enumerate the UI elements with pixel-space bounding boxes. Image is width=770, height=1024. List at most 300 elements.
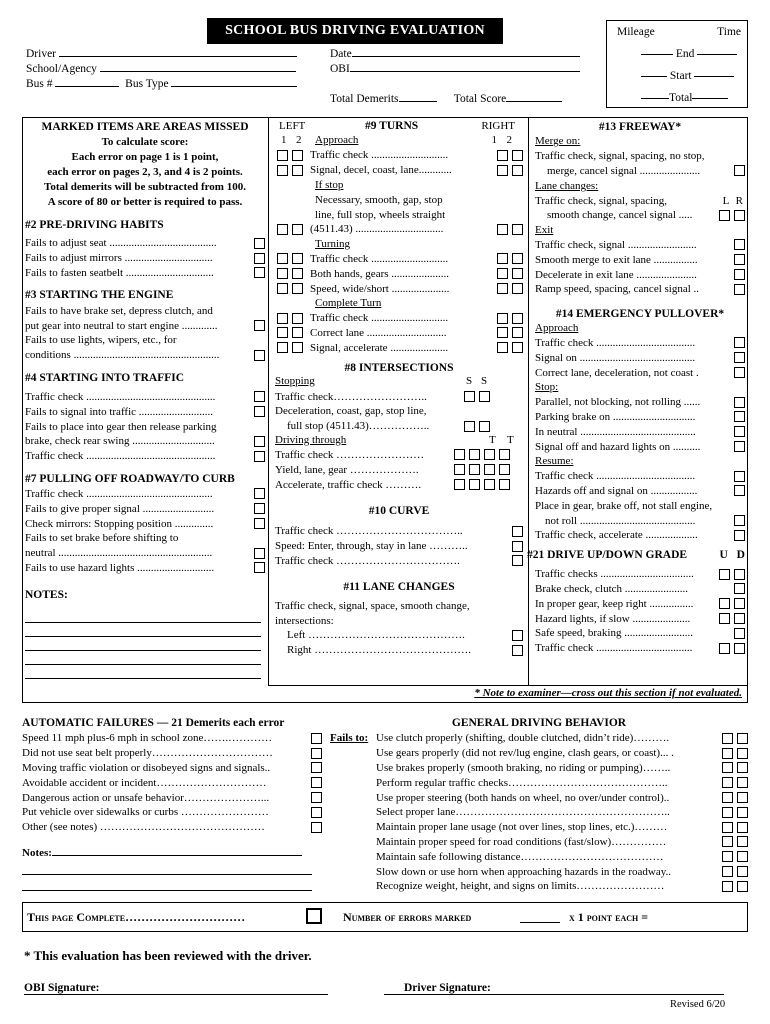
checkbox[interactable]: [722, 822, 733, 833]
bus-field[interactable]: [55, 86, 119, 87]
checkbox[interactable]: [512, 224, 523, 235]
intersection-row: Traffic check……………………..: [275, 389, 523, 404]
right-1-label: 1: [491, 134, 497, 146]
s-label: S: [466, 375, 473, 388]
updown-row: Traffic checks ..................................: [535, 567, 745, 582]
checkbox[interactable]: [734, 337, 745, 348]
end-time-field[interactable]: [697, 54, 737, 55]
checkbox[interactable]: [734, 515, 745, 526]
notes-line[interactable]: [25, 637, 261, 651]
driver-label: Driver: [26, 48, 57, 60]
auto-fail-item: Did not use seat belt properly……………………………: [22, 746, 322, 761]
checkbox[interactable]: [734, 598, 745, 609]
emergency-row: Hazards off and signal on .................: [535, 484, 745, 499]
checkbox[interactable]: [497, 150, 508, 161]
checkbox[interactable]: [497, 313, 508, 324]
checkbox[interactable]: [722, 748, 733, 759]
emergency-row: Traffic check ....................................: [535, 336, 745, 351]
checkbox[interactable]: [722, 851, 733, 862]
pulling-off-item: Fails to use hazard lights ............................: [25, 561, 265, 576]
starting-heading: #3 STARTING THE ENGINE: [25, 289, 174, 302]
checkbox[interactable]: [722, 733, 733, 744]
checkbox[interactable]: [254, 238, 265, 249]
checkbox[interactable]: [254, 451, 265, 462]
checkbox[interactable]: [254, 562, 265, 573]
checkbox[interactable]: [719, 643, 730, 654]
total-time-field[interactable]: [692, 98, 728, 99]
checkbox[interactable]: [512, 526, 523, 537]
checkbox[interactable]: [277, 253, 288, 264]
notes-label: Notes:: [22, 846, 52, 859]
into-traffic-item: Fails to place into gear then release parking: [25, 420, 217, 433]
checkbox[interactable]: [734, 441, 745, 452]
turn-row: Signal, decel, coast, lane............: [275, 163, 523, 178]
checkbox[interactable]: [277, 283, 288, 294]
freeway-heading: #13 FREEWAY*: [598, 121, 682, 133]
into-traffic-item: Traffic check ...............................................: [25, 390, 265, 405]
emergency-heading: #14 EMERGENCY PULLOVER*: [555, 307, 725, 320]
checkbox[interactable]: [292, 268, 303, 279]
general-section: [330, 716, 748, 894]
checkbox[interactable]: [311, 822, 322, 833]
lane-changes-label: Lane changes:: [535, 179, 599, 192]
emergency-row: [535, 321, 745, 336]
checkbox[interactable]: [277, 224, 288, 235]
mileage-box: [606, 20, 748, 108]
checkbox[interactable]: [512, 541, 523, 552]
checkbox[interactable]: [254, 253, 265, 264]
emergency-row: Parking brake on ..............................: [535, 410, 745, 425]
page-complete-checkbox[interactable]: [306, 908, 322, 924]
total-score-label: Total Score: [453, 93, 507, 105]
auto-fail-item: Avoidable accident or incident…………………………: [22, 775, 322, 790]
auto-fail-item: Other (see notes) ………………………………………: [22, 820, 322, 835]
checkbox[interactable]: [497, 268, 508, 279]
checkbox[interactable]: [512, 313, 523, 324]
emergency-row: [535, 380, 745, 395]
into-traffic-item: Fails to signal into traffic ...........................: [25, 404, 265, 419]
checkbox[interactable]: [737, 881, 748, 892]
general-item: Fails to: Use clutch properly (shifting, double clutched, didn’t ride)……….: [330, 731, 748, 746]
general-item: Maintain proper speed for road conditions (fast/slow)……………: [330, 835, 748, 850]
checkbox[interactable]: [254, 350, 265, 361]
intersections-heading: #8 INTERSECTIONS: [344, 362, 454, 375]
checkbox[interactable]: [734, 411, 745, 422]
checkbox[interactable]: [734, 239, 745, 250]
checkbox[interactable]: [292, 253, 303, 264]
obi-signature-label: OBI Signature:: [24, 982, 100, 994]
notes-line[interactable]: [22, 859, 312, 875]
checkbox[interactable]: [292, 327, 303, 338]
checkbox[interactable]: [254, 548, 265, 559]
checkbox[interactable]: [737, 851, 748, 862]
turn-row: line, full stop, wheels straight: [315, 208, 446, 221]
checkbox[interactable]: [512, 342, 523, 353]
calc-line-4: Total demerits will be subtracted from 100.: [44, 181, 246, 193]
calc-line-2: Each error on page 1 is 1 point,: [71, 151, 219, 163]
x1-label: x 1 point each =: [569, 910, 649, 924]
checkbox[interactable]: [497, 253, 508, 264]
checkbox[interactable]: [254, 436, 265, 447]
left-1-label: 1: [281, 134, 287, 146]
checkbox[interactable]: [722, 777, 733, 788]
checkbox[interactable]: [737, 822, 748, 833]
errors-marked-label: Number of errors marked: [343, 910, 472, 924]
freeway-row: Decelerate in exit lane ......................: [535, 267, 745, 282]
general-item: Recognize weight, height, and signs on limits……………………: [330, 879, 748, 894]
freeway-row: Traffic check, signal, spacing, no stop,: [535, 150, 705, 163]
notes-line[interactable]: [25, 665, 261, 679]
auto-fail-section: [22, 716, 322, 891]
reviewed-note: * This evaluation has been reviewed with the driver.: [24, 948, 312, 963]
auto-fail-item: Moving traffic violation or disobeyed signs and signals..: [22, 761, 322, 776]
checkbox[interactable]: [734, 643, 745, 654]
turn-row: Traffic check ............................: [275, 148, 523, 163]
pulling-off-heading: #7 PULLING OFF ROADWAY/TO CURB: [25, 472, 235, 485]
lane-changes-row: Traffic check, signal, space, smooth change,: [275, 599, 470, 612]
pre-driving-item: Fails to adjust seat .......................................: [25, 236, 265, 251]
checkbox[interactable]: [479, 391, 490, 402]
school-field[interactable]: [100, 71, 296, 72]
checkbox[interactable]: [512, 645, 523, 656]
checkbox[interactable]: [311, 792, 322, 803]
emergency-row: Traffic check ....................................: [535, 469, 745, 484]
exit-label: Exit: [535, 224, 554, 237]
checkbox[interactable]: [722, 792, 733, 803]
turn-row: [275, 237, 523, 252]
checkbox[interactable]: [292, 150, 303, 161]
totals-row: [330, 93, 562, 105]
lane-changes-row: Left …………………………………….: [275, 628, 523, 643]
checkbox[interactable]: [722, 836, 733, 847]
emergency-row: not roll ..........................................: [535, 513, 745, 528]
calc-line-3: each error on pages 2, 3, and 4 is 2 points.: [47, 166, 243, 178]
lane-changes-heading: #11 LANE CHANGES: [343, 581, 455, 594]
checkbox[interactable]: [311, 733, 322, 744]
checkbox[interactable]: [254, 503, 265, 514]
checkbox[interactable]: [454, 479, 465, 490]
emergency-row: In neutral ..........................................: [535, 424, 745, 439]
general-item: Maintain proper lane usage (not over lines, stop lines, etc.)………: [330, 820, 748, 835]
s-label: S: [481, 375, 488, 388]
turn-row: [275, 296, 523, 311]
general-item: Perform regular traffic checks……………………………………..: [330, 775, 748, 790]
checkbox[interactable]: [292, 342, 303, 353]
checkbox[interactable]: [499, 479, 510, 490]
ud-label: U D: [719, 548, 745, 561]
turn-row: Signal, accelerate .....................: [275, 340, 523, 355]
freeway-row: [535, 134, 745, 149]
checkbox[interactable]: [484, 449, 495, 460]
checkbox[interactable]: [737, 777, 748, 788]
checkbox[interactable]: [311, 748, 322, 759]
checkbox[interactable]: [719, 569, 730, 580]
checkbox[interactable]: [254, 267, 265, 278]
bus-type-field[interactable]: [171, 86, 297, 87]
checkbox[interactable]: [512, 630, 523, 641]
left-label: LEFT: [279, 120, 306, 132]
checkbox[interactable]: [734, 352, 745, 363]
checkbox[interactable]: [734, 397, 745, 408]
checkbox[interactable]: [292, 313, 303, 324]
checkbox[interactable]: [277, 342, 288, 353]
checkbox[interactable]: [734, 628, 745, 639]
general-item: Maintain safe following distance…………………………………: [330, 849, 748, 864]
into-traffic-heading: #4 STARTING INTO TRAFFIC: [25, 371, 185, 384]
freeway-row: [535, 178, 745, 193]
checkbox[interactable]: [722, 762, 733, 773]
start-label: Start: [669, 70, 692, 82]
resume-label: Resume:: [535, 455, 574, 468]
checkbox[interactable]: [734, 284, 745, 295]
time-label: Time: [717, 26, 741, 38]
notes-line[interactable]: [22, 875, 312, 891]
intersection-row: full stop (4511.43)……………..: [275, 419, 523, 434]
total-score-field[interactable]: [506, 101, 562, 102]
end-label: End: [675, 48, 695, 60]
emergency-row: [535, 454, 745, 469]
checkbox[interactable]: [734, 530, 745, 541]
turn-row: Traffic check ............................: [275, 311, 523, 326]
emergency-row: Signal on ..........................................: [535, 350, 745, 365]
driver-field[interactable]: [59, 56, 297, 57]
starting-item: put gear into neutral to start engine .............: [25, 318, 265, 333]
if-stop-label: If stop: [315, 178, 344, 191]
lane-changes-row: intersections:: [275, 614, 334, 627]
start-field[interactable]: [641, 76, 667, 77]
curve-heading: #10 CURVE: [368, 504, 430, 517]
checkbox[interactable]: [734, 210, 745, 221]
driver-signature-label: Driver Signature:: [404, 982, 491, 994]
checkbox[interactable]: [737, 807, 748, 818]
turn-row: [275, 178, 523, 193]
checkbox[interactable]: [254, 488, 265, 499]
checkbox[interactable]: [734, 485, 745, 496]
checkbox[interactable]: [277, 313, 288, 324]
merge-label: Merge on:: [535, 135, 581, 148]
freeway-row: [535, 223, 745, 238]
checkbox[interactable]: [722, 866, 733, 877]
updown-row: Brake check, clutch .......................: [535, 582, 745, 597]
checkbox[interactable]: [722, 807, 733, 818]
checkbox[interactable]: [292, 224, 303, 235]
general-item: Use brakes properly (smooth braking, no riding or pumping)……..: [330, 761, 748, 776]
freeway-row: merge, cancel signal ......................: [535, 164, 745, 179]
emergency-row: Traffic check, accelerate ...................: [535, 528, 745, 543]
pre-driving-item: Fails to adjust mirrors ................................: [25, 251, 265, 266]
starting-item: Fails to use lights, wipers, etc., for: [25, 334, 177, 347]
checkbox[interactable]: [512, 253, 523, 264]
checkbox[interactable]: [469, 449, 480, 460]
general-item: Slow down or use horn when approaching hazards in the roadway..: [330, 864, 748, 879]
checkbox[interactable]: [734, 613, 745, 624]
t-label: T: [507, 433, 514, 446]
checkbox[interactable]: [512, 283, 523, 294]
turn-row: Traffic check ............................: [275, 252, 523, 267]
notes-line[interactable]: [25, 651, 261, 665]
checkbox[interactable]: [737, 748, 748, 759]
checkbox[interactable]: [737, 836, 748, 847]
checkbox[interactable]: [277, 268, 288, 279]
checkbox[interactable]: [292, 283, 303, 294]
checkbox[interactable]: [454, 449, 465, 460]
turn-row: Correct lane .............................: [275, 326, 523, 341]
lane-changes-row: Right …………………………………….: [275, 643, 523, 658]
checkbox[interactable]: [512, 268, 523, 279]
intersection-row: Accelerate, traffic check ……….: [275, 477, 523, 492]
notes-line[interactable]: [25, 623, 261, 637]
checkbox[interactable]: [512, 327, 523, 338]
pre-driving-heading: #2 PRE-DRIVING HABITS: [25, 219, 164, 231]
checkbox[interactable]: [734, 367, 745, 378]
updown-row: Traffic check ...................................: [535, 641, 745, 656]
updown-row: In proper gear, keep right ................: [535, 596, 745, 611]
checkbox[interactable]: [254, 518, 265, 529]
checkbox[interactable]: [719, 613, 730, 624]
checkbox[interactable]: [497, 283, 508, 294]
freeway-row: Traffic check, signal, spacing, L R: [535, 194, 743, 207]
checkbox[interactable]: [734, 569, 745, 580]
freeway-row: smooth change, cancel signal .....: [535, 208, 745, 223]
notes-label: NOTES:: [25, 589, 68, 602]
checkbox[interactable]: [254, 406, 265, 417]
checkbox[interactable]: [499, 449, 510, 460]
checkbox[interactable]: [277, 150, 288, 161]
turning-label: Turning: [315, 238, 351, 251]
emergency-row: Place in gear, brake off, not stall engine,: [535, 499, 713, 512]
left-column: [25, 120, 265, 679]
page-title: SCHOOL BUS DRIVING EVALUATION: [207, 18, 503, 44]
checkbox[interactable]: [254, 391, 265, 402]
checkbox[interactable]: [734, 426, 745, 437]
checkbox[interactable]: [737, 792, 748, 803]
complete-turn-label: Complete Turn: [315, 297, 382, 310]
checkbox[interactable]: [734, 254, 745, 265]
checkbox[interactable]: [469, 479, 480, 490]
turn-row: Necessary, smooth, gap, stop: [315, 193, 443, 206]
calc-score: To calculate score:: [101, 136, 189, 148]
checkbox[interactable]: [454, 464, 465, 475]
checkbox[interactable]: [734, 471, 745, 482]
checkbox[interactable]: [311, 762, 322, 773]
intersection-row: Traffic check ……………………: [275, 448, 523, 463]
pre-driving-item: Fails to fasten seatbelt ................................: [25, 266, 265, 281]
checkbox[interactable]: [277, 165, 288, 176]
total-label: Total: [669, 92, 693, 104]
checkbox[interactable]: [277, 327, 288, 338]
checkbox[interactable]: [722, 881, 733, 892]
freeway-row: Traffic check, signal .........................: [535, 238, 745, 253]
page-complete-box: [22, 902, 748, 932]
checkbox[interactable]: [464, 391, 475, 402]
approach-label: Approach: [535, 322, 579, 335]
checkbox[interactable]: [479, 421, 490, 432]
notes-line[interactable]: [52, 855, 302, 856]
examiner-note: * Note to examiner—cross out this section if not evaluated.: [474, 687, 742, 699]
checkbox[interactable]: [469, 464, 480, 475]
checkbox[interactable]: [719, 598, 730, 609]
revised-label: Revised 6/20: [670, 999, 726, 1010]
checkbox[interactable]: [311, 807, 322, 818]
start-time-field[interactable]: [694, 76, 734, 77]
right-label: RIGHT: [481, 120, 515, 132]
checkbox[interactable]: [737, 733, 748, 744]
date-field[interactable]: [352, 56, 580, 57]
curve-row: Traffic check ……………………………..: [275, 524, 523, 539]
pulling-off-item: Check mirrors: Stopping position ..............: [25, 516, 265, 531]
obi-field[interactable]: [350, 71, 580, 72]
checkbox[interactable]: [734, 269, 745, 280]
total-demerits-label: Total Demerits: [330, 93, 399, 105]
auto-fail-item: Dangerous action or unsafe behavior…………………...: [22, 790, 322, 805]
checkbox[interactable]: [484, 464, 495, 475]
checkbox[interactable]: [484, 479, 495, 490]
obi-label: OBI: [330, 63, 350, 75]
intersection-row: Deceleration, coast, gap, stop line,: [275, 405, 427, 418]
right-column: [527, 120, 745, 656]
errors-marked-field[interactable]: [520, 910, 560, 923]
freeway-row: Ramp speed, spacing, cancel signal ..: [535, 282, 745, 297]
pulling-off-item: Traffic check ..............................................: [25, 487, 265, 502]
into-traffic-item: Traffic check ...............................................: [25, 449, 265, 464]
obi-signature[interactable]: [24, 982, 328, 995]
checkbox[interactable]: [464, 421, 475, 432]
general-item: Use gears properly (did not rev/lug engine, clash gears, or coast)... .: [330, 746, 748, 761]
starting-item: conditions .....................................................: [25, 348, 265, 363]
checkbox[interactable]: [512, 165, 523, 176]
driver-signature[interactable]: [384, 982, 724, 995]
total-demerits-field[interactable]: [399, 101, 437, 102]
checkbox[interactable]: [737, 762, 748, 773]
total-field[interactable]: [641, 98, 669, 99]
driving-through-label: Driving through: [275, 433, 347, 446]
checkbox[interactable]: [734, 583, 745, 594]
updown-row: Hazard lights, if slow .....................: [535, 611, 745, 626]
updown-row: Safe speed, braking .........................: [535, 626, 745, 641]
auto-fail-item: Put vehicle over sidewalks or curbs ……………………: [22, 805, 322, 820]
checkbox[interactable]: [737, 866, 748, 877]
checkbox[interactable]: [497, 342, 508, 353]
emergency-row: Correct lane, deceleration, not coast .: [535, 365, 745, 380]
left-2-label: 2: [296, 134, 302, 146]
checkbox[interactable]: [499, 464, 510, 475]
starting-item: Fails to have brake set, depress clutch, and: [25, 304, 213, 317]
checkbox[interactable]: [311, 777, 322, 788]
updown-heading: #21 DRIVE UP/DOWN GRADE: [527, 548, 688, 561]
checkbox[interactable]: [512, 150, 523, 161]
checkbox[interactable]: [734, 165, 745, 176]
checkbox[interactable]: [719, 210, 730, 221]
lr-label: L R: [722, 194, 743, 207]
emergency-row: Signal off and hazard lights on ..........: [535, 439, 745, 454]
general-item: Use proper steering (both hands on wheel, no over/under control)..: [330, 790, 748, 805]
checkbox[interactable]: [512, 555, 523, 566]
checkbox[interactable]: [292, 165, 303, 176]
pulling-off-item: Fails to give proper signal ..........................: [25, 501, 265, 516]
emergency-row: Parallel, not blocking, not rolling ......: [535, 395, 745, 410]
notes-line[interactable]: [25, 609, 261, 623]
checkbox[interactable]: [254, 320, 265, 331]
turn-row: Both hands, gears .....................: [275, 266, 523, 281]
checkbox[interactable]: [497, 165, 508, 176]
approach-label: Approach: [315, 134, 359, 146]
end-field[interactable]: [641, 54, 673, 55]
checkbox[interactable]: [497, 327, 508, 338]
marked-heading: MARKED ITEMS ARE AREAS MISSED: [41, 121, 249, 133]
middle-column: [275, 120, 523, 658]
checkbox[interactable]: [497, 224, 508, 235]
driver-info: [26, 47, 316, 92]
